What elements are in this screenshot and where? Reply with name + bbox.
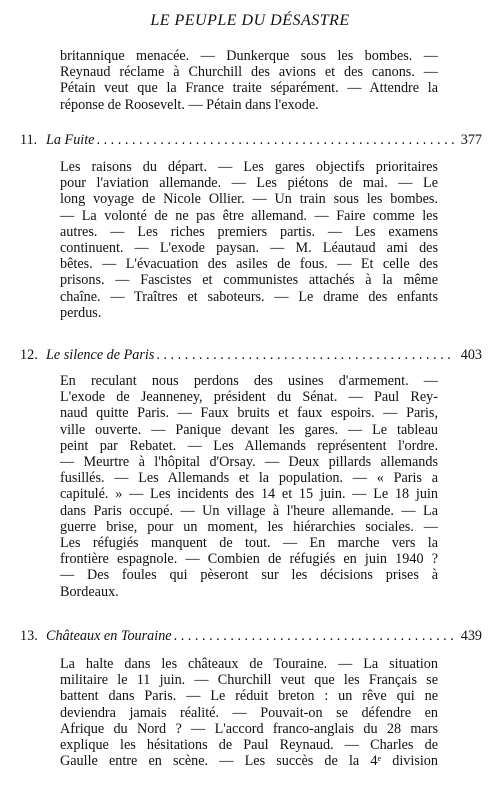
text-line: naud quitte Paris. — Faux bruits et faux espoirs. — Paris,: [60, 405, 438, 422]
text-line: fusillés. — Les Allemands et la population. — « Paris a: [60, 470, 438, 487]
text-line: frontière espagnole. — Combien de réfugiés en juin 1940 ?: [60, 551, 438, 568]
text-line: deviendra jamais réalité. — Pouvait-on se défendre en: [60, 704, 438, 721]
page-number: 439: [460, 628, 482, 644]
text-line: Afrique du Nord ? — L'accord franco-anglais du 28 mars: [60, 720, 438, 737]
text-line: Les réfugiés manquent de tout. — En marche vers la: [60, 535, 438, 552]
text-line: bêtes. — L'évacuation des asiles de fous. — Et celle des: [60, 256, 438, 273]
running-head: LE PEUPLE DU DÉSASTRE: [150, 12, 350, 29]
text-line: ville ouverte. — Panique devant les gares. — Le tableau: [60, 421, 438, 438]
text-line: explique les hésitations de Paul Reynaud. — Charles de: [60, 737, 438, 754]
text-line: En reculant nous perdons des usines d'armement. —: [60, 373, 438, 389]
text-line: britannique menacée. — Dunkerque sous les bombes. —: [60, 48, 438, 64]
page-number: 403: [460, 347, 482, 363]
text-line: capitulé. » — Les incidents des 14 et 15 juin. — Le 18 juin: [60, 486, 438, 503]
leader-dots: [156, 347, 454, 364]
text-line: L'exode de Jeanneney, président du Sénat. — Paul Rey-: [60, 389, 438, 406]
text-line: long voyage de Nicole Ollier. — Un train sous les bombes.: [60, 191, 438, 208]
text-line: prisons. — Fascistes et communistes attachés à la même: [60, 272, 438, 289]
chapter-summary-13: [60, 656, 438, 769]
chapter-title: La Fuite: [46, 132, 95, 148]
toc-entry-13[interactable]: [20, 628, 482, 646]
text-line: militaire le 11 juin. — Churchill veut que les Français se: [60, 672, 438, 689]
text-line: — Meurtre à l'hôpital d'Orsay. — Deux pillards allemands: [60, 454, 438, 471]
text-line: Gaulle entre en scène. — Les succès de la 4ᵉ division: [60, 753, 438, 770]
text-line: — La volonté de ne pas être allemand. — Faire comme les: [60, 207, 438, 224]
text-line: réponse de Roosevelt. — Pétain dans l'exode.: [60, 96, 319, 113]
text-line: pour l'aviation allemande. — Les piétons de mai. — Le: [60, 175, 438, 192]
text-line: La halte dans les châteaux de Touraine. — La situation: [60, 656, 438, 672]
text-line: perdus.: [60, 304, 102, 321]
page-number: 377: [460, 132, 482, 148]
text-line: Bordeaux.: [60, 583, 119, 600]
chapter-number: 13.: [20, 628, 38, 644]
text-line: battent dans Paris. — Le réduit breton : un rêve qui ne: [60, 688, 438, 705]
paragraph-continuation: [60, 48, 438, 113]
leader-dots: [96, 132, 454, 149]
text-line: guerre brise, pour un moment, les hiérarchies sociales. —: [60, 518, 438, 535]
toc-entry-11[interactable]: [20, 132, 482, 150]
chapter-summary-12: [60, 373, 438, 600]
chapter-number: 11.: [20, 132, 38, 148]
toc-entry-12[interactable]: [20, 347, 482, 365]
text-line: continuent. — L'exode paysan. — M. Léautaud ami des: [60, 240, 438, 257]
text-line: Pétain veut que la France traite séparément. — Attendre la: [60, 80, 438, 97]
text-line: dans Paris occupé. — Un village à l'heure allemande. — La: [60, 502, 438, 519]
text-line: peint par Rebatet. — Les Allemands représentent l'ordre.: [60, 437, 438, 454]
chapter-title: Châteaux en Touraine: [46, 628, 172, 644]
text-line: autres. — Les riches premiers partis. — Les examens: [60, 223, 438, 240]
text-line: — Des foules qui pèseront sur les décisions prises à: [60, 567, 438, 584]
leader-dots: [174, 628, 455, 645]
text-line: Reynaud réclame à Churchill des avions et des canons. —: [60, 64, 438, 81]
text-line: Les raisons du départ. — Les gares objectifs prioritaires: [60, 159, 438, 175]
text-line: chaîne. — Traîtres et saboteurs. — Le drame des enfants: [60, 288, 438, 305]
chapter-number: 12.: [20, 347, 38, 363]
chapter-summary-11: [60, 159, 438, 321]
chapter-title: Le silence de Paris: [46, 347, 155, 363]
